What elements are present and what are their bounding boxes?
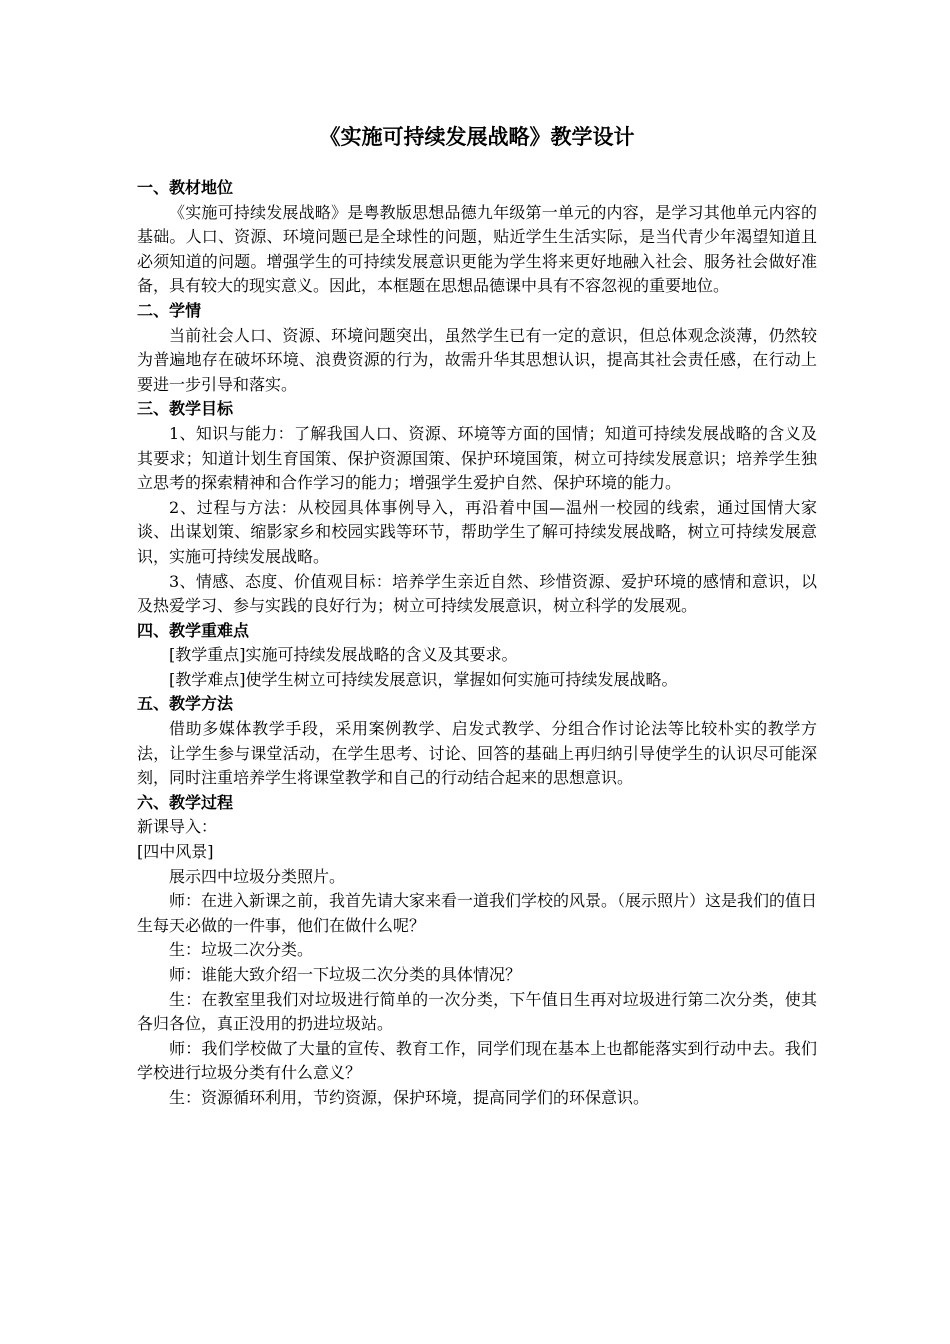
section-heading: 三、教学目标 (137, 399, 234, 419)
objective-emotion: 3、情感、态度、价值观目标：培养学生亲近自然、珍惜资源、爱护环境的感情和意识，以及热爱学习、参与实践的良好行为；树立可持续发展意识，树立科学的发展观。 (137, 571, 817, 616)
dialogue-line: 生：垃圾二次分类。 (169, 940, 314, 960)
section-paragraph: 借助多媒体教学手段，采用案例教学、启发式教学、分组合作讨论法等比较朴实的教学方法，让学生参与课堂活动，在学生思考、讨论、回答的基础上再归纳引导使学生的认识尽可能深刻，同时注重培养学生将课堂教学和自己的行动结合起来的思想意识。 (137, 719, 817, 788)
section-key-points (137, 619, 817, 693)
difficult-point: [教学难点]使学生树立可持续发展意识，掌握如何实施可持续发展战略。 (169, 669, 678, 689)
dialogue-line: 师：谁能大致介绍一下垃圾二次分类的具体情况？ (169, 965, 522, 984)
section-heading: 四、教学重难点 (137, 620, 250, 640)
section-heading: 五、教学方法 (137, 694, 234, 714)
objective-knowledge: 1、知识与能力：了解我国人口、资源、环境等方面的国情；知道可持续发展战略的含义及其要求；知道计划生育国策、保护资源国策、保护环境国策，树立可持续发展意识；培养学生独立思考的探索精神和合作学习的能力；增强学生爱护自然、保护环境的能力。 (137, 423, 817, 493)
dialogue-line: 生：在教室里我们对垃圾进行简单的一次分类，下午值日生再对垃圾进行第二次分类，使其各归各位，真正没用的扔进垃圾站。 (137, 989, 817, 1034)
section-teaching-methods (137, 692, 817, 790)
scene-label: [四中风景] (137, 842, 214, 862)
dialogue-line: 师：在进入新课之前，我首先请大家来看一道我们学校的风景。（展示照片）这是我们的值日生每天必做的一件事，他们在做什么呢？ (137, 891, 818, 935)
section-teaching-process (137, 791, 817, 1111)
dialogue-line: 师：我们学校做了大量的宣传、教育工作，同学们现在基本上也都能落实到行动中去。我们学校进行垃圾分类有什么意义？ (137, 1038, 817, 1083)
intro-label: 新课导入： (137, 817, 218, 837)
section-paragraph: 《实施可持续发展战略》是粤教版思想品德九年级第一单元的内容，是学习其他单元内容的基础。人口、资源、环境问题已是全球性的问题，贴近学生生活实际，是当代青少年渴望知道且必须知道的问题。增强学生的可持续发展意识更能为学生将来更好地融入社会、服务社会做好准备，具有较大的现实意义。因此，本框题在思想品德课中具有不容忽视的重要地位。 (137, 202, 817, 296)
objective-process: 2、过程与方法：从校园具体事例导入，再沿着中国—温州一校园的线索，通过国情大家谈、出谋划策、缩影家乡和校园实践等环节，帮助学生了解可持续发展战略，树立可持续发展意识，实施可持续发展战略。 (137, 497, 817, 566)
section-textbook-position (137, 176, 817, 299)
process-paragraph: 展示四中垃圾分类照片。 (169, 866, 346, 886)
section-paragraph: 当前社会人口、资源、环境问题突出，虽然学生已有一定的意识，但总体观念淡薄，仍然较为普遍地存在破坏环境、浪费资源的行为，故需升华其思想认识，提高其社会责任感，在行动上要进一步引导和落实。 (137, 325, 817, 394)
section-teaching-objectives (137, 397, 817, 618)
document-title: 《实施可持续发展战略》教学设计 (319, 124, 635, 149)
dialogue-line: 生：资源循环利用，节约资源，保护环境，提高同学们的环保意识。 (169, 1087, 650, 1107)
document-page (137, 120, 817, 1111)
key-point: [教学重点]实施可持续发展战略的含义及其要求。 (169, 645, 518, 665)
section-heading: 六、教学过程 (137, 792, 234, 812)
section-heading: 二、学情 (137, 300, 202, 320)
section-student-situation (137, 299, 817, 397)
section-heading: 一、教材地位 (137, 178, 234, 197)
